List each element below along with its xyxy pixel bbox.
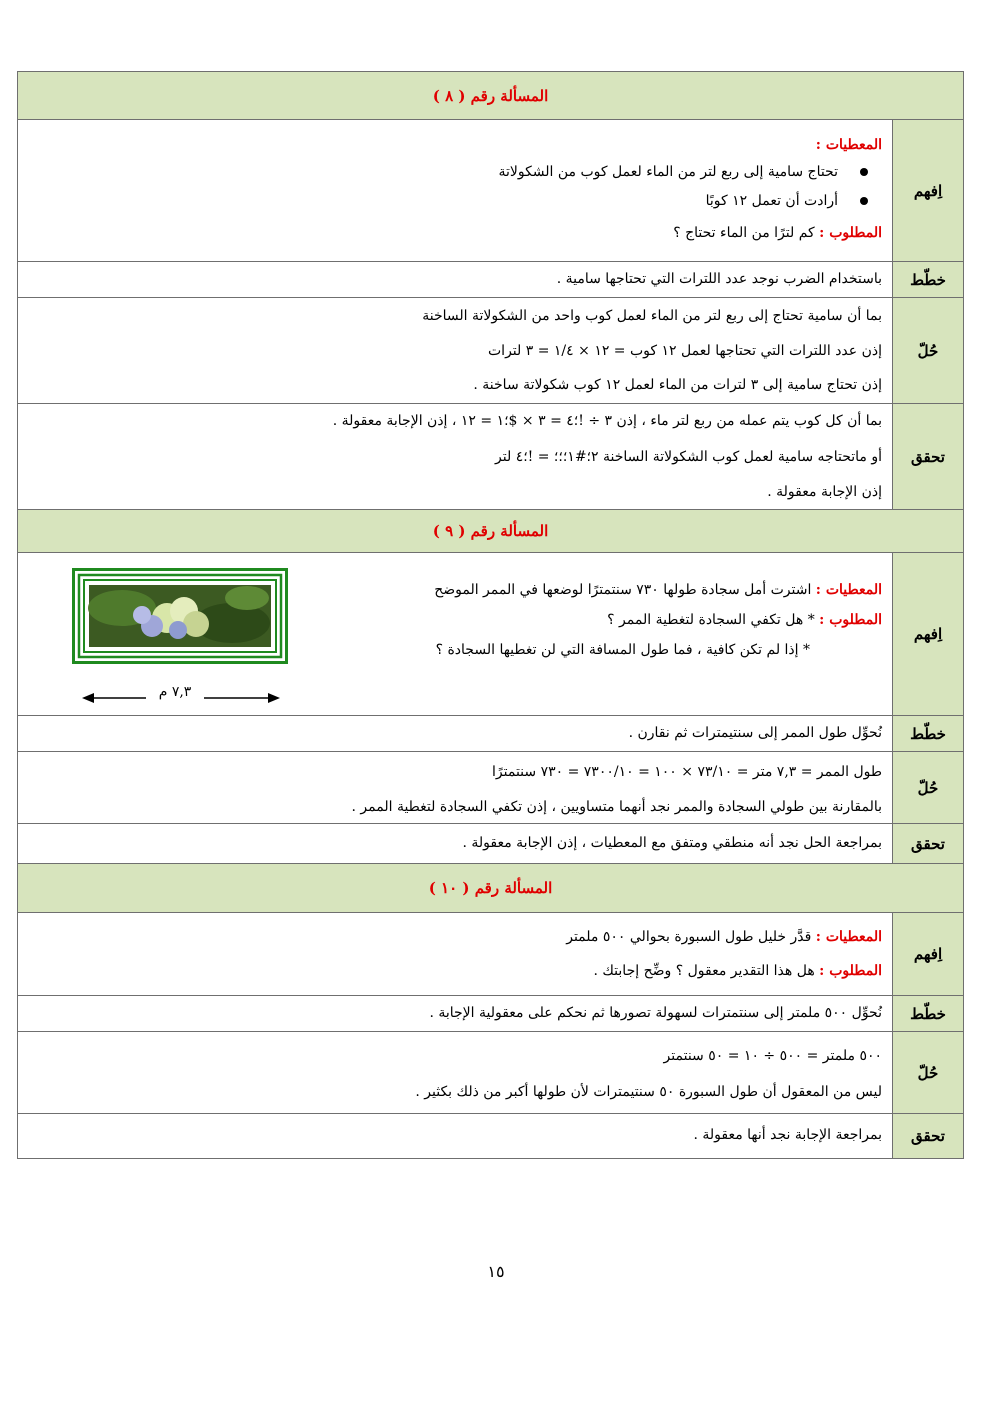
problem-8-understand-body (18, 120, 893, 262)
solve-line-2: إذن عدد اللترات التي تحتاجها لعمل ١٢ كوب = ١٢ × ١/٤ = ٣ لترات (488, 342, 882, 359)
problem-9-solve-label: حُلّ (893, 752, 964, 824)
problem-8-solve-label: حُلّ (893, 298, 964, 404)
problem-10-solve-body (18, 1032, 893, 1114)
given-bullet-2: أرادت أن تعمل ١٢ كوبًا (705, 192, 838, 209)
givens-text: اشترت أمل سجادة طولها ٧٣٠ سنتمترًا لوضعها في الممر الموضح (434, 582, 812, 598)
givens-label: المعطيات : (815, 136, 882, 153)
required-text: هل هذا التقدير معقول ؟ وضِّح إجابتك . (593, 963, 815, 979)
problem-9-solve-body (18, 752, 893, 824)
required-label: المطلوب : (819, 224, 882, 241)
check-line-1: بما أن كل كوب يتم عمله من ربع لتر ماء ، إذن ٣ ÷ !؛٤ = ٣ × $؛١ = ١٢ ، إذن الإجابة معقولة . (332, 412, 882, 429)
dimension-label: ٧,٣ م (146, 684, 204, 700)
givens-text: قدَّر خليل طول السبورة بحوالي ٥٠٠ ملمتر (566, 929, 812, 945)
check-line-3: إذن الإجابة معقولة . (767, 483, 882, 500)
problem-10-understand-label: اِفهم (893, 913, 964, 996)
problem-8-understand-label: اِفهم (893, 120, 964, 262)
problem-10-check-label: تحقق (893, 1114, 964, 1159)
required-label: المطلوب : (819, 963, 882, 979)
problem-9-check-text: بمراجعة الحل نجد أنه منطقي ومتفق مع المعطيات ، إذن الإجابة معقولة . (18, 824, 893, 864)
required-label: المطلوب : (819, 612, 882, 628)
problem-9-plan-label: خطّط (893, 716, 964, 752)
problem-10-title: المسألة رقم ( ١٠ ) (18, 864, 964, 913)
problem-8-check-body (18, 404, 893, 510)
problem-8-check-label: تحقق (893, 404, 964, 510)
givens-label: المعطيات : (815, 929, 882, 945)
required-text: كم لترًا من الماء تحتاج ؟ (673, 224, 815, 241)
given-bullet-1: تحتاج سامية إلى ربع لتر من الماء لعمل كوب من الشكولاتة (498, 163, 838, 180)
problem-8-solve-body (18, 298, 893, 404)
problem-9-plan-text: نُحوِّل طول الممر إلى سنتيمترات ثم نقارن . (18, 716, 893, 752)
problem-10-solve-label: حُلّ (893, 1032, 964, 1114)
required-line-1: * هل تكفي السجادة لتغطية الممر ؟ (607, 612, 815, 628)
solve-line-2: بالمقارنة بين طولي السجادة والممر نجد أنهما متساويين ، إذن تكفي السجادة لتغطية الممر . (351, 798, 882, 815)
solve-line-1: ٥٠٠ ملمتر = ٥٠٠ ÷ ١٠ = ٥٠ سنتمتر (663, 1047, 882, 1064)
solve-line-3: إذن تحتاج سامية إلى ٣ لترات من الماء لعمل ١٢ كوب شكولاتة ساخنة . (473, 376, 882, 393)
problem-9-understand-label: اِفهم (893, 553, 964, 716)
solve-line-1: بما أن سامية تحتاج إلى ربع لتر من الماء لعمل كوب واحد من الشكولاتة الساخنة (422, 307, 882, 324)
problem-8-plan-label: خطّط (893, 262, 964, 298)
problem-10-plan-text: نُحوِّل ٥٠٠ ملمتر إلى سنتمترات لسهولة تصورها ثم نحكم على معقولية الإجابة . (18, 996, 893, 1032)
bullet-icon (860, 168, 868, 176)
solve-line-1: طول الممر = ٧,٣ متر = ٧٣/١٠ × ١٠٠ = ٧٣٠٠/١٠ = ٧٣٠ سنتمترًا (492, 763, 882, 780)
bullet-icon (860, 197, 868, 205)
required-line-2: * إذا لم تكن كافية ، فما طول المسافة التي لن تغطيها السجادة ؟ (435, 642, 810, 658)
problem-9-check-label: تحقق (893, 824, 964, 864)
problem-10-plan-label: خطّط (893, 996, 964, 1032)
problem-8-plan-text: باستخدام الضرب نوجد عدد اللترات التي تحتاجها سامية . (18, 262, 893, 298)
check-line-2: أو ماتحتاجه سامية لعمل كوب الشكولاتة الساخنة ٢؛#١؛؛؛ = !؛٤ لتر (495, 448, 882, 465)
problem-9-title: المسألة رقم ( ٩ ) (18, 510, 964, 553)
givens-label: المعطيات : (815, 582, 882, 598)
solve-line-2: ليس من المعقول أن طول السبورة ٥٠ سنتيمترات لأن طولها أكبر من ذلك بكثير . (415, 1083, 882, 1100)
problem-10-check-text: بمراجعة الإجابة نجد أنها معقولة . (18, 1114, 893, 1159)
flower-photo-icon (72, 568, 288, 664)
problem-10-understand-body (18, 913, 893, 996)
page-number: ١٥ (487, 1262, 505, 1281)
problem-8-title: المسألة رقم ( ٨ ) (18, 72, 964, 120)
